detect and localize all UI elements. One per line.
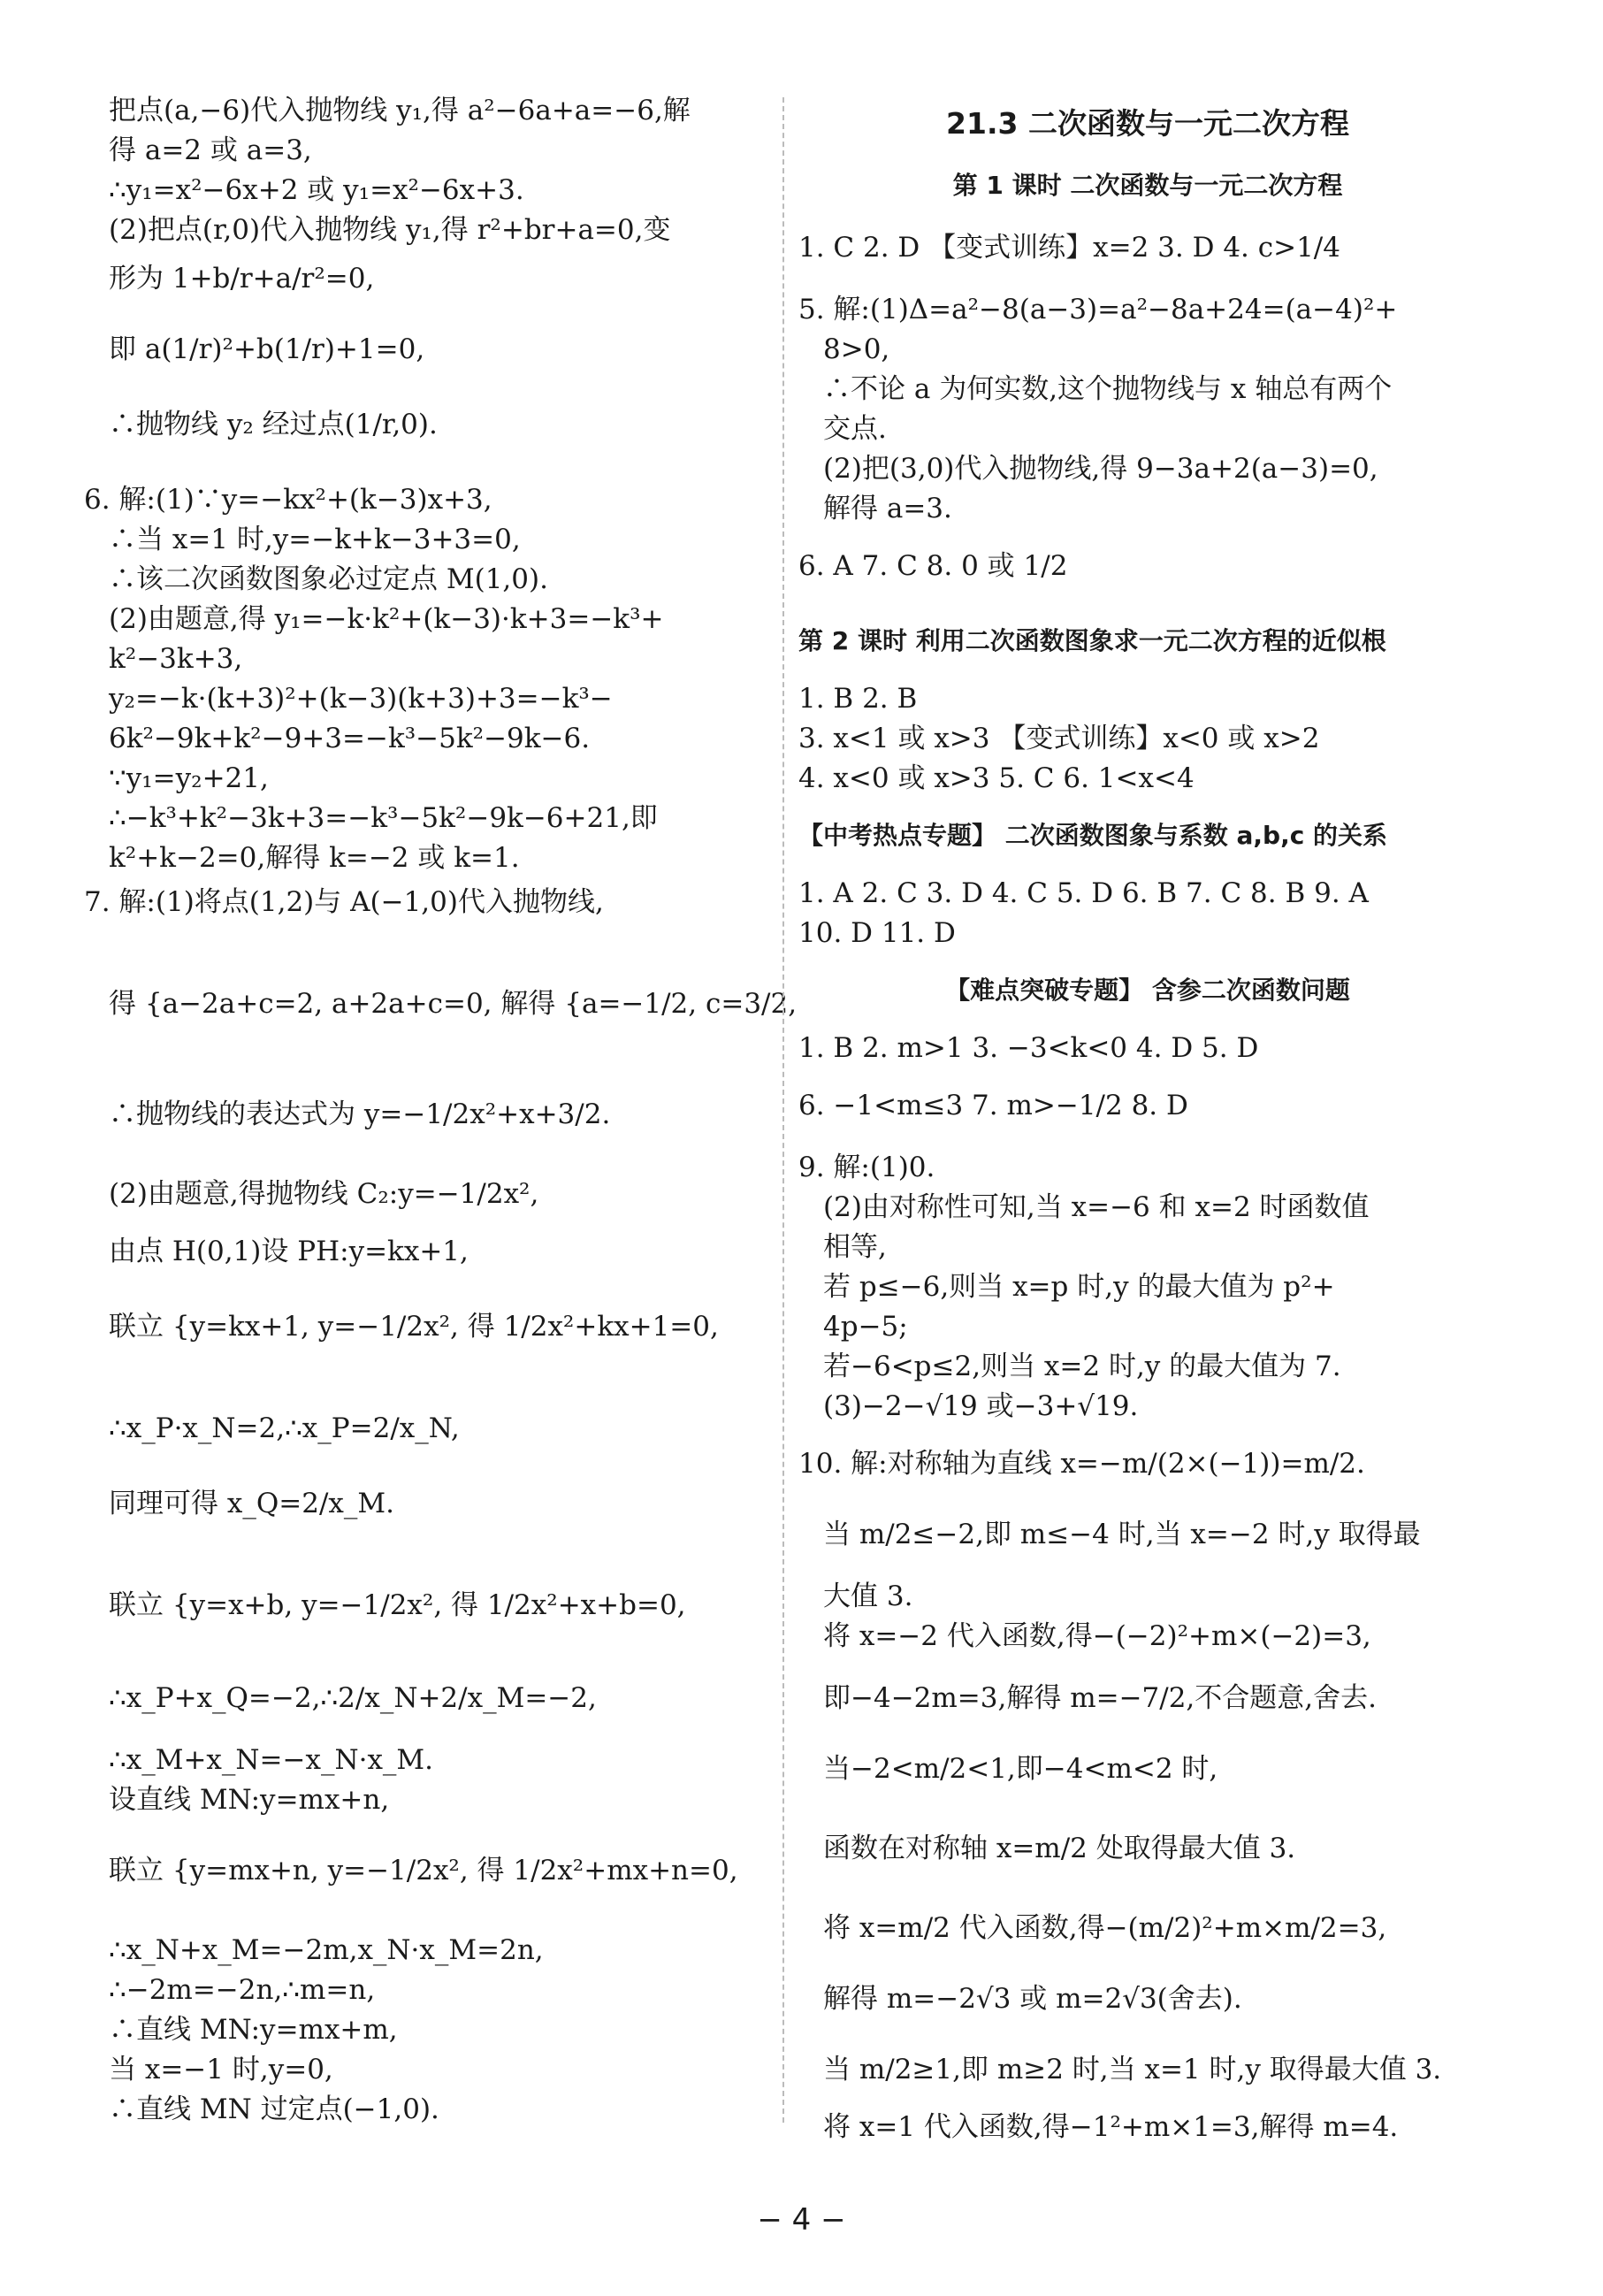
topic-heading: 【难点突破专题】 含参二次函数问题 (945, 976, 1350, 1005)
answer-line: (3)−2−√19 或−3+√19. (823, 1390, 1139, 1422)
text-line: ∵y₁=y₂+21, (109, 762, 269, 794)
answer-line: 4. x<0 或 x>3 5. C 6. 1<x<4 (798, 762, 1195, 794)
column-divider (782, 97, 784, 2123)
text-line: ∴−2m=−2n,∴m=n, (109, 1974, 376, 2006)
text-line: 设直线 MN:y=mx+n, (109, 1784, 390, 1816)
answer-line: 若−6<p≤2,则当 x=2 时,y 的最大值为 7. (823, 1351, 1341, 1382)
answer-line: 即−4−2m=3,解得 m=−7/2,不合题意,舍去. (823, 1682, 1377, 1714)
text-line: ∴直线 MN:y=mx+m, (109, 2014, 398, 2046)
answer-line: 8>0, (823, 333, 890, 365)
answer-line: 3. x<1 或 x>3 【变式训练】x<0 或 x>2 (798, 723, 1320, 754)
answer-line: 10. D 11. D (798, 917, 956, 949)
question-7: 7. 解:(1)将点(1,2)与 A(−1,0)代入抛物线, (84, 886, 604, 918)
text-line: 即 a(1/r)²+b(1/r)+1=0, (109, 333, 425, 365)
answer-line: 5. 解:(1)Δ=a²−8(a−3)=a²−8a+24=(a−4)²+ (798, 294, 1398, 325)
text-line: y₂=−k·(k+3)²+(k−3)(k+3)+3=−k³− (109, 683, 613, 715)
text-line: (2)由题意,得 y₁=−k·k²+(k−3)·k+3=−k³+ (109, 603, 664, 635)
answer-line: (2)由对称性可知,当 x=−6 和 x=2 时函数值 (823, 1191, 1370, 1223)
question-6: 6. 解:(1)∵y=−kx²+(k−3)x+3, (84, 484, 492, 516)
text-line: ∴该二次函数图象必过定点 M(1,0). (109, 563, 548, 595)
answer-line: 解得 a=3. (823, 493, 952, 524)
lesson-heading: 第 2 课时 利用二次函数图象求一元二次方程的近似根 (798, 626, 1386, 655)
text-line: 形为 1+b/r+a/r²=0, (109, 263, 375, 295)
text-line: 6k²−9k+k²−9+3=−k³−5k²−9k−6. (109, 723, 591, 754)
answer-line: 大值 3. (823, 1580, 913, 1612)
answer-line: 1. A 2. C 3. D 4. C 5. D 6. B 7. C 8. B 9. A (798, 877, 1369, 909)
text-line: k²+k−2=0,解得 k=−2 或 k=1. (109, 842, 520, 874)
answer-line: 1. C 2. D 【变式训练】x=2 3. D 4. c>1/4 (798, 232, 1340, 264)
answer-line: ∴不论 a 为何实数,这个抛物线与 x 轴总有两个 (823, 373, 1393, 405)
answer-line: 6. A 7. C 8. 0 或 1/2 (798, 550, 1068, 582)
answer-line: 当 m/2≤−2,即 m≤−4 时,当 x=−2 时,y 取得最 (823, 1519, 1421, 1550)
text-line: 由点 H(0,1)设 PH:y=kx+1, (109, 1236, 469, 1267)
answer-line: 10. 解:对称轴为直线 x=−m/(2×(−1))=m/2. (798, 1448, 1365, 1480)
text-line: ∴x_P·x_N=2,∴x_P=2/x_N, (109, 1412, 460, 1444)
text-line: ∴y₁=x²−6x+2 或 y₁=x²−6x+3. (109, 174, 524, 206)
answer-line: 函数在对称轴 x=m/2 处取得最大值 3. (823, 1833, 1296, 1864)
answer-line: 1. B 2. B (798, 683, 918, 715)
text-line: ∴x_P+x_Q=−2,∴2/x_N+2/x_M=−2, (109, 1682, 597, 1714)
answer-line: 相等, (823, 1231, 887, 1263)
answer-line: 将 x=1 代入函数,得−1²+m×1=3,解得 m=4. (823, 2111, 1399, 2143)
text-line: ∴抛物线 y₂ 经过点(1/r,0). (109, 409, 438, 440)
text-line: 得 a=2 或 a=3, (109, 134, 312, 166)
topic-heading: 【中考热点专题】 二次函数图象与系数 a,b,c 的关系 (798, 821, 1388, 850)
text-line: 联立 {y=x+b, y=−1/2x², 得 1/2x²+x+b=0, (109, 1589, 686, 1621)
answer-line: 1. B 2. m>1 3. −3<k<0 4. D 5. D (798, 1032, 1259, 1064)
text-line: ∴直线 MN 过定点(−1,0). (109, 2093, 439, 2125)
text-line: 当 x=−1 时,y=0, (109, 2054, 333, 2086)
lesson-heading: 第 1 课时 二次函数与一元二次方程 (952, 171, 1343, 200)
text-line: 得 {a−2a+c=2, a+2a+c=0, 解得 {a=−1/2, c=3/2, (109, 988, 798, 1020)
text-line: 联立 {y=kx+1, y=−1/2x², 得 1/2x²+kx+1=0, (109, 1311, 719, 1343)
answer-line: (2)把(3,0)代入抛物线,得 9−3a+2(a−3)=0, (823, 453, 1378, 485)
answer-line: 4p−5; (823, 1311, 908, 1343)
text-line: k²−3k+3, (109, 643, 243, 675)
answer-line: 将 x=−2 代入函数,得−(−2)²+m×(−2)=3, (823, 1620, 1371, 1652)
answer-line: 当−2<m/2<1,即−4<m<2 时, (823, 1753, 1218, 1785)
text-line: ∴x_M+x_N=−x_N·x_M. (109, 1744, 434, 1776)
text-line: ∴−k³+k²−3k+3=−k³−5k²−9k−6+21,即 (109, 802, 658, 834)
text-line: ∴当 x=1 时,y=−k+k−3+3=0, (109, 524, 521, 555)
answer-line: 解得 m=−2√3 或 m=2√3(舍去). (823, 1983, 1242, 2015)
answer-line: 交点. (823, 413, 887, 445)
answer-line: 若 p≤−6,则当 x=p 时,y 的最大值为 p²+ (823, 1271, 1335, 1303)
text-line: 把点(a,−6)代入抛物线 y₁,得 a²−6a+a=−6,解 (109, 95, 691, 126)
answer-line: 9. 解:(1)0. (798, 1152, 935, 1183)
answer-line: 当 m/2≥1,即 m≥2 时,当 x=1 时,y 取得最大值 3. (823, 2054, 1442, 2086)
answer-line: 6. −1<m≤3 7. m>−1/2 8. D (798, 1090, 1188, 1121)
page-number: − 4 − (757, 2202, 846, 2238)
text-line: 同理可得 x_Q=2/x_M. (109, 1488, 394, 1519)
answer-line: 将 x=m/2 代入函数,得−(m/2)²+m×m/2=3, (823, 1912, 1387, 1944)
text-line: ∴x_N+x_M=−2m,x_N·x_M=2n, (109, 1934, 544, 1966)
text-line: (2)由题意,得抛物线 C₂:y=−1/2x², (109, 1178, 539, 1210)
text-line: 联立 {y=mx+n, y=−1/2x², 得 1/2x²+mx+n=0, (109, 1855, 738, 1887)
text-line: (2)把点(r,0)代入抛物线 y₁,得 r²+br+a=0,变 (109, 214, 671, 246)
text-line: ∴抛物线的表达式为 y=−1/2x²+x+3/2. (109, 1098, 611, 1130)
section-title: 21.3 二次函数与一元二次方程 (946, 106, 1349, 141)
